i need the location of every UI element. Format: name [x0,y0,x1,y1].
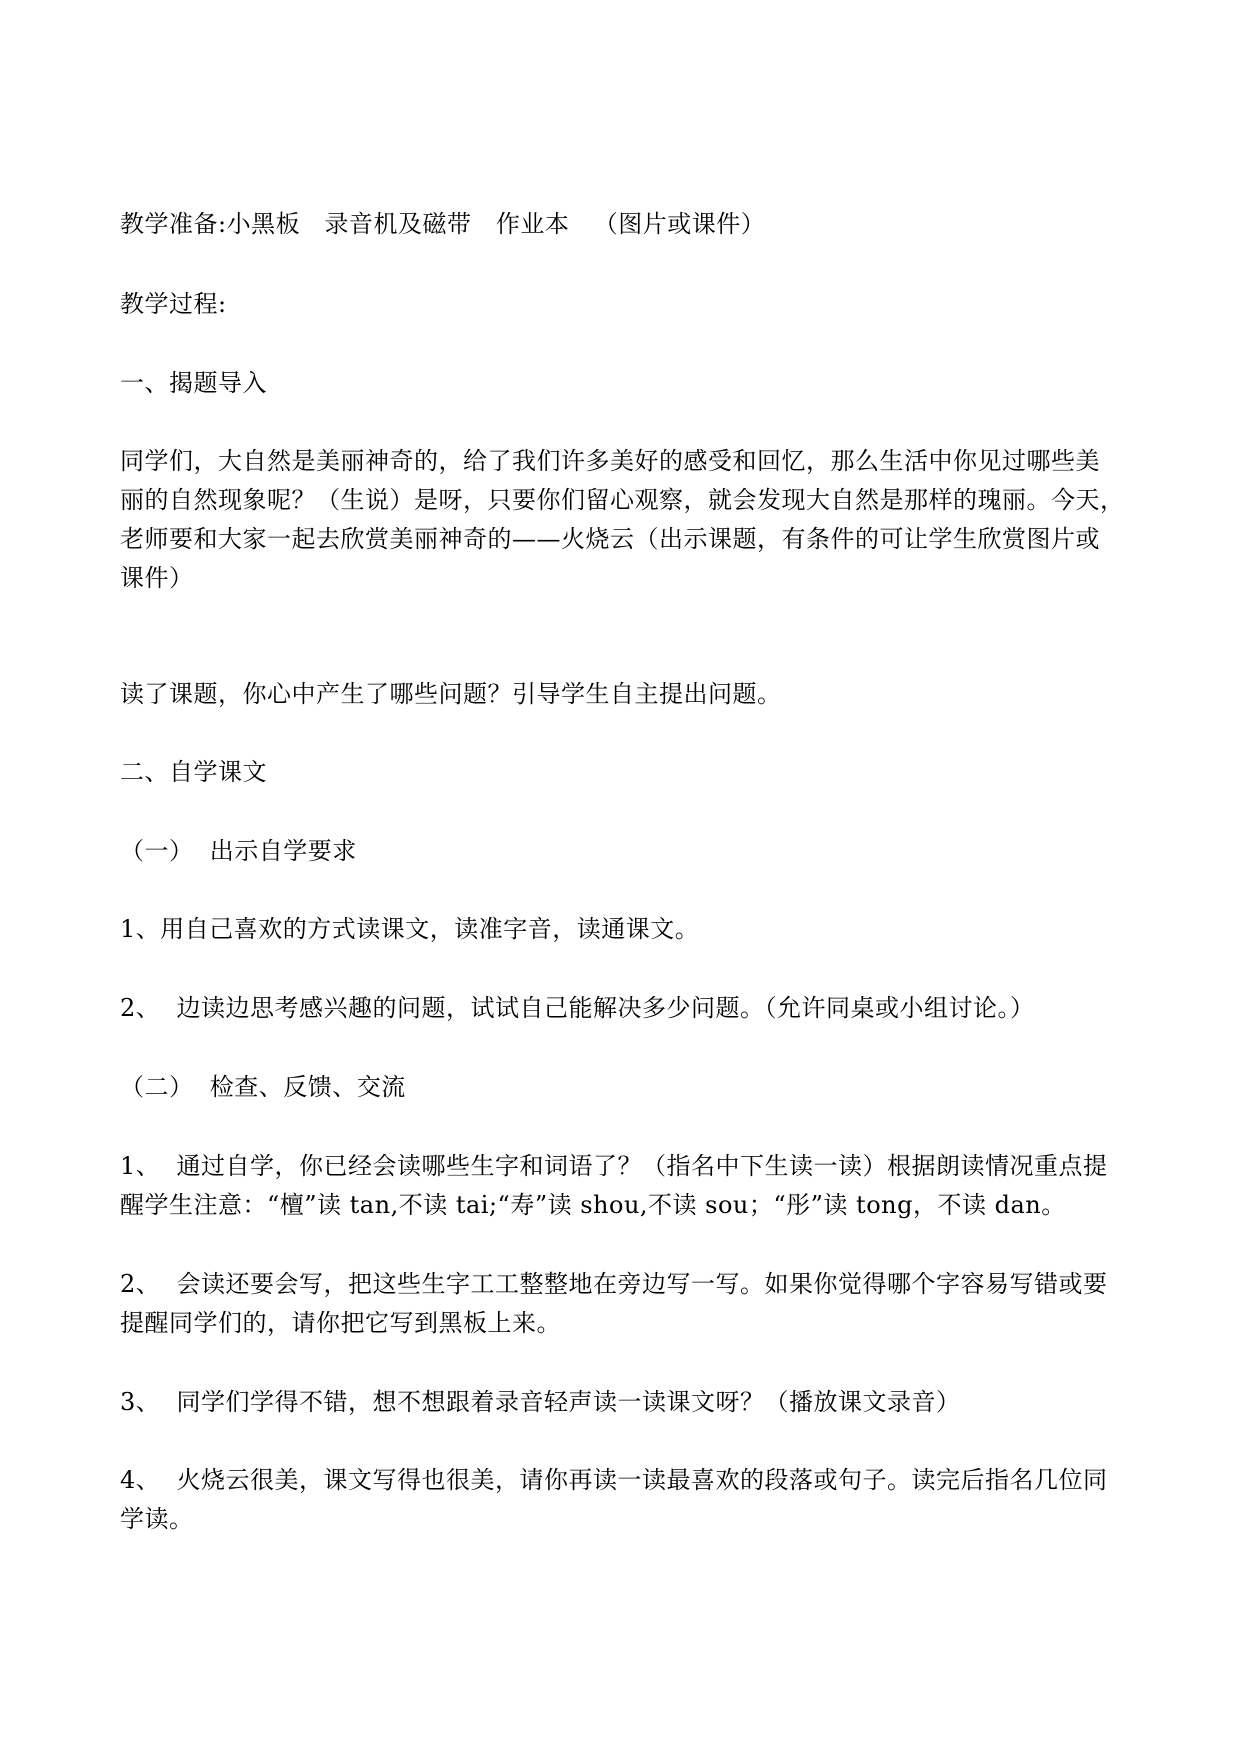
item-line: 1、 通过自学，你已经会读哪些生字和词语了？（指名中下生读一读）根据朗读情况重点提 [120,1152,1108,1180]
intro-line: 同学们，大自然是美丽神奇的，给了我们许多美好的感受和回忆，那么生活中你见过哪些美 [120,447,1100,475]
intro-paragraph [120,442,1130,598]
item-line: 学读。 [120,1505,194,1533]
section-heading-2: 二、自学课文 [120,758,267,786]
requirement-2: 2、 边读边思考感兴趣的问题，试试自己能解决多少问题。（允许同桌或小组讨论。） [120,994,1035,1022]
subsection-heading-1: （一） 出示自学要求 [120,837,357,865]
feedback-item-3: 3、 同学们学得不错，想不想跟着录音轻声读一读课文呀？（播放课文录音） [120,1388,961,1416]
teaching-preparation: 教学准备:小黑板 录音机及磁带 作业本 （图片或课件） [120,210,766,238]
feedback-item-2 [120,1265,1130,1343]
item-line: 醒学生注意：“檀”读 tan,不读 tai;“寿”读 shou,不读 sou；“彤”读 tong，不读 dan。 [120,1191,1066,1219]
teaching-process-heading: 教学过程: [120,290,227,318]
intro-line: 老师要和大家一起去欣赏美丽神奇的——火烧云（出示课题，有条件的可让学生欣赏图片或 [120,525,1100,553]
intro-line: 丽的自然现象呢？（生说）是呀，只要你们留心观察，就会发现大自然是那样的瑰丽。今天， [120,486,1125,514]
subsection-heading-2: （二） 检查、反馈、交流 [120,1073,406,1101]
requirement-1: 1、用自己喜欢的方式读课文，读准字音，读通课文。 [120,915,700,943]
feedback-item-4 [120,1461,1130,1539]
feedback-item-1 [120,1147,1130,1225]
question-paragraph: 读了课题，你心中产生了哪些问题？引导学生自主提出问题。 [120,680,782,708]
intro-line: 课件） [120,564,194,592]
section-heading-1: 一、揭题导入 [120,369,267,397]
item-line: 提醒同学们的，请你把它写到黑板上来。 [120,1309,561,1337]
item-line: 2、 会读还要会写，把这些生字工工整整地在旁边写一写。如果你觉得哪个字容易写错或要 [120,1270,1108,1298]
item-line: 4、 火烧云很美，课文写得也很美，请你再读一读最喜欢的段落或句子。读完后指名几位同 [120,1466,1108,1494]
